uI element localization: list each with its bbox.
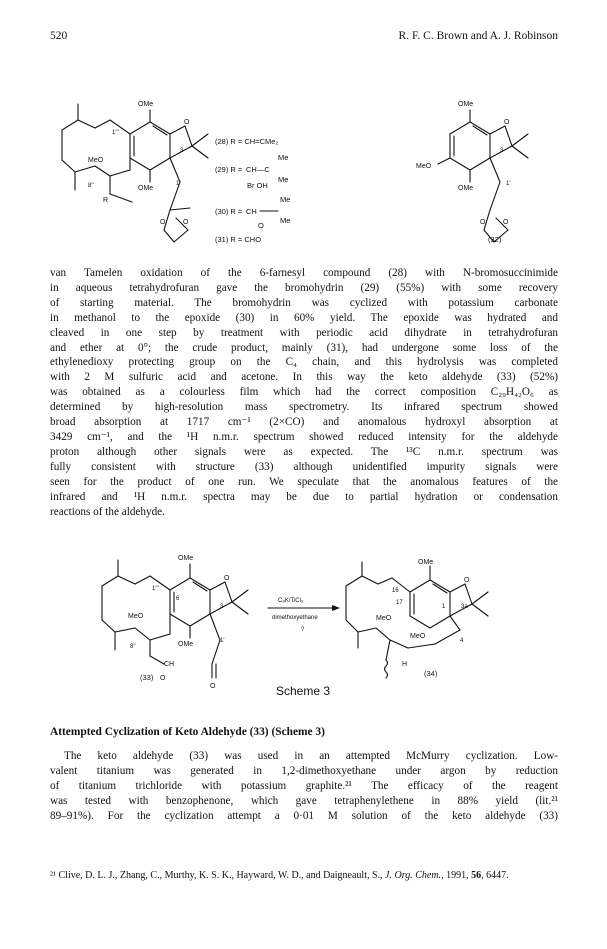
- scheme-3-figure: [40, 548, 560, 693]
- right-ome-top: OMe: [458, 101, 474, 108]
- running-header-authors: R. F. C. Brown and A. J. Robinson: [398, 30, 558, 42]
- s3-right-locant-17: 17: [396, 600, 403, 606]
- structures-28-32-figure: [40, 90, 560, 250]
- s3-right-locant-16: 16: [392, 588, 399, 594]
- s3-right-ome-top: OMe: [418, 559, 434, 566]
- paragraph-1-line: cleaved in one step by treatment with periodic acid dihydrate in tetrahydrofuran: [50, 326, 558, 339]
- s3-left-furan-o: O: [224, 575, 230, 582]
- right-ome-bottom: OMe: [458, 185, 474, 192]
- paragraph-1-line: in aqueous tetrahydrofuran gave the bromohydrin (29) (55%) with some recovery: [50, 281, 558, 294]
- s3-right-meo-2: MeO: [410, 633, 426, 640]
- paragraph-1-line: ethylenedioxy protecting group on the C₄ chain, and this hydrolysis was completed: [50, 356, 558, 369]
- r-def-30: (30) R =: [215, 207, 243, 216]
- reagent-question-mark: ?: [301, 627, 305, 633]
- paragraph-1-line: with 2 M sulfuric acid and acetone. In this way the keto aldehyde (33) (52%): [50, 371, 558, 384]
- r-def-31: (31) R = CHO: [215, 235, 262, 244]
- paragraph-2-line: 89–91%). For the cyclization attempt a 0·01 M solution of the keto aldehyde (33): [50, 809, 558, 822]
- s3-right-h: H: [402, 661, 408, 668]
- paragraph-1-line: broad absorption at 1717 cm⁻¹ (2×CO) and anomalous hydroxyl absorption at: [50, 416, 558, 429]
- paragraph-1-line: of starting material. The bromohydrin was cyclized with potassium carbonate: [50, 296, 558, 309]
- scheme-3-caption: Scheme 3: [276, 684, 331, 698]
- s3-right-meo: MeO: [376, 615, 392, 622]
- left-locant-1p: 1': [176, 181, 181, 187]
- footnote-journal: J. Org. Chem.: [385, 870, 442, 881]
- footnote-21: [50, 869, 558, 882]
- s3-left-aldehyde-o: O: [160, 675, 166, 682]
- footnote-marker: ²¹: [50, 870, 56, 881]
- left-locant-3: 3: [180, 148, 184, 154]
- right-dioxolane-o1: O: [480, 219, 486, 226]
- r-def-29-me1: Me: [278, 153, 289, 162]
- s3-right-locant-1: 1: [442, 604, 446, 610]
- s3-left-locant-3: 3: [220, 604, 224, 610]
- r-def-29-fragment: CH—C: [246, 165, 270, 174]
- paragraph-1-line: reactions of the aldehyde.: [50, 505, 165, 518]
- left-locant-8dp: 8'': [88, 183, 94, 189]
- r-def-29: (29) R =: [215, 165, 243, 174]
- compound-33-label: (33): [140, 673, 154, 682]
- reagent-solvent: dimethoxyethane: [272, 615, 318, 621]
- s3-right-locant-3a: 3a: [461, 604, 468, 610]
- s3-left-locant-8dp: 8'': [130, 644, 136, 650]
- page-number: 520: [50, 30, 68, 42]
- s3-left-ome-top: OMe: [178, 555, 194, 562]
- paragraph-1-line: fully consistent with structure (33) although unidentified impurity signals were: [50, 460, 558, 473]
- compound-34-label: (34): [424, 669, 438, 678]
- paragraph-2: [50, 749, 558, 824]
- paragraph-1-line: van Tamelen oxidation of the 6-farnesyl compound (28) with N-bromosuccinimide: [50, 267, 558, 279]
- paragraph-1-line: and ether at 0°; the crude product, mainly (31), had undergone some loss of the: [50, 341, 558, 354]
- s3-left-meo: MeO: [128, 613, 144, 620]
- paragraph-2-line: was tested with benzophenone, which gave tetraphenylethene in 88% yield (lit.²¹: [50, 794, 558, 807]
- left-meo: MeO: [88, 157, 104, 164]
- right-locant-1p: 1': [506, 181, 511, 187]
- paragraph-1-line: infrared and ¹H n.m.r. spectra may be due to partial hydration or condensation: [50, 490, 558, 503]
- reaction-arrow-head: [332, 605, 340, 611]
- footnote-volume: 56: [471, 870, 482, 881]
- paragraph-1-line: determined by high-resolution mass spectrometry. Its infrared spectrum showed: [50, 401, 558, 414]
- footnote-year: , 1991,: [441, 870, 472, 881]
- s3-right-locant-4: 4: [460, 638, 464, 644]
- left-dioxolane-o2: O: [183, 219, 189, 226]
- right-meo: MeO: [416, 163, 432, 170]
- paragraph-1-line: in methanol to the epoxide (30) in 60% yield. The epoxide was hydrated and: [50, 311, 558, 324]
- paragraph-2-line: valent titanium was generated in 1,2-dimethoxyethane under argon by reduction: [50, 764, 558, 777]
- r-def-30-me2: Me: [280, 216, 291, 225]
- paragraph-1-line: seen for the product of one run. We speculate that the anomalous features of the: [50, 475, 558, 488]
- s3-left-locant-6: 6: [176, 596, 180, 602]
- right-furan-o: O: [504, 119, 510, 126]
- r-def-30-me1: Me: [280, 195, 291, 204]
- paragraph-2-line: The keto aldehyde (33) was used in an attempted McMurry cyclization. Low-: [64, 750, 558, 762]
- left-r-label: R: [103, 197, 109, 204]
- left-locant-1tp: 1''': [112, 130, 119, 136]
- reagent-c8k-ticl3: C₈K/TiCl₃: [278, 598, 304, 604]
- s3-left-ome-bottom: OMe: [178, 641, 194, 648]
- s3-left-locant-1p: 1': [220, 638, 225, 644]
- s3-left-ch: CH: [164, 661, 175, 668]
- left-dioxolane-o1: O: [160, 219, 166, 226]
- left-ome-bottom: OMe: [138, 185, 154, 192]
- s3-left-ketone-o: O: [210, 683, 216, 690]
- paragraph-2-line: of titanium trichloride with potassium graphite.²¹ The efficacy of the reagent: [50, 779, 558, 792]
- r-def-30-oxygen: O: [258, 221, 264, 230]
- s3-right-furan-o: O: [464, 577, 470, 584]
- left-ome-top: OMe: [138, 101, 154, 108]
- compound-32-label: (32): [488, 235, 502, 244]
- section-heading: Attempted Cyclization of Keto Aldehyde (33) (Scheme 3): [50, 726, 325, 738]
- r-def-29-subs: Br OH: [247, 181, 268, 190]
- r-def-29-me2: Me: [278, 175, 289, 184]
- paragraph-1-line: 3429 cm⁻¹, and the ¹H n.m.r. spectrum showed reduced intensity for the aldehyde: [50, 430, 558, 443]
- left-furan-o: O: [184, 119, 190, 126]
- r-def-28: (28) R = CH=CMe₂: [215, 137, 279, 146]
- right-dioxolane-o2: O: [503, 219, 509, 226]
- r-def-30-fragment: CH: [246, 207, 257, 216]
- paragraph-1-line: proton although other signals were as expected. The ¹³C n.m.r. spectrum was: [50, 445, 558, 458]
- footnote-pages: , 6447.: [481, 870, 509, 881]
- footnote-authors: Clive, D. L. J., Zhang, C., Murthy, K. S. K., Hayward, W. D., and Daigneault, S.,: [58, 870, 386, 881]
- paragraph-1: [50, 266, 558, 519]
- paragraph-1-line: was obtained as a colourless film which had the correct composition C₂₉H₄₂O₆ as: [50, 386, 558, 399]
- s3-left-locant-1tp: 1''': [152, 586, 159, 592]
- right-locant-3: 3: [500, 148, 504, 154]
